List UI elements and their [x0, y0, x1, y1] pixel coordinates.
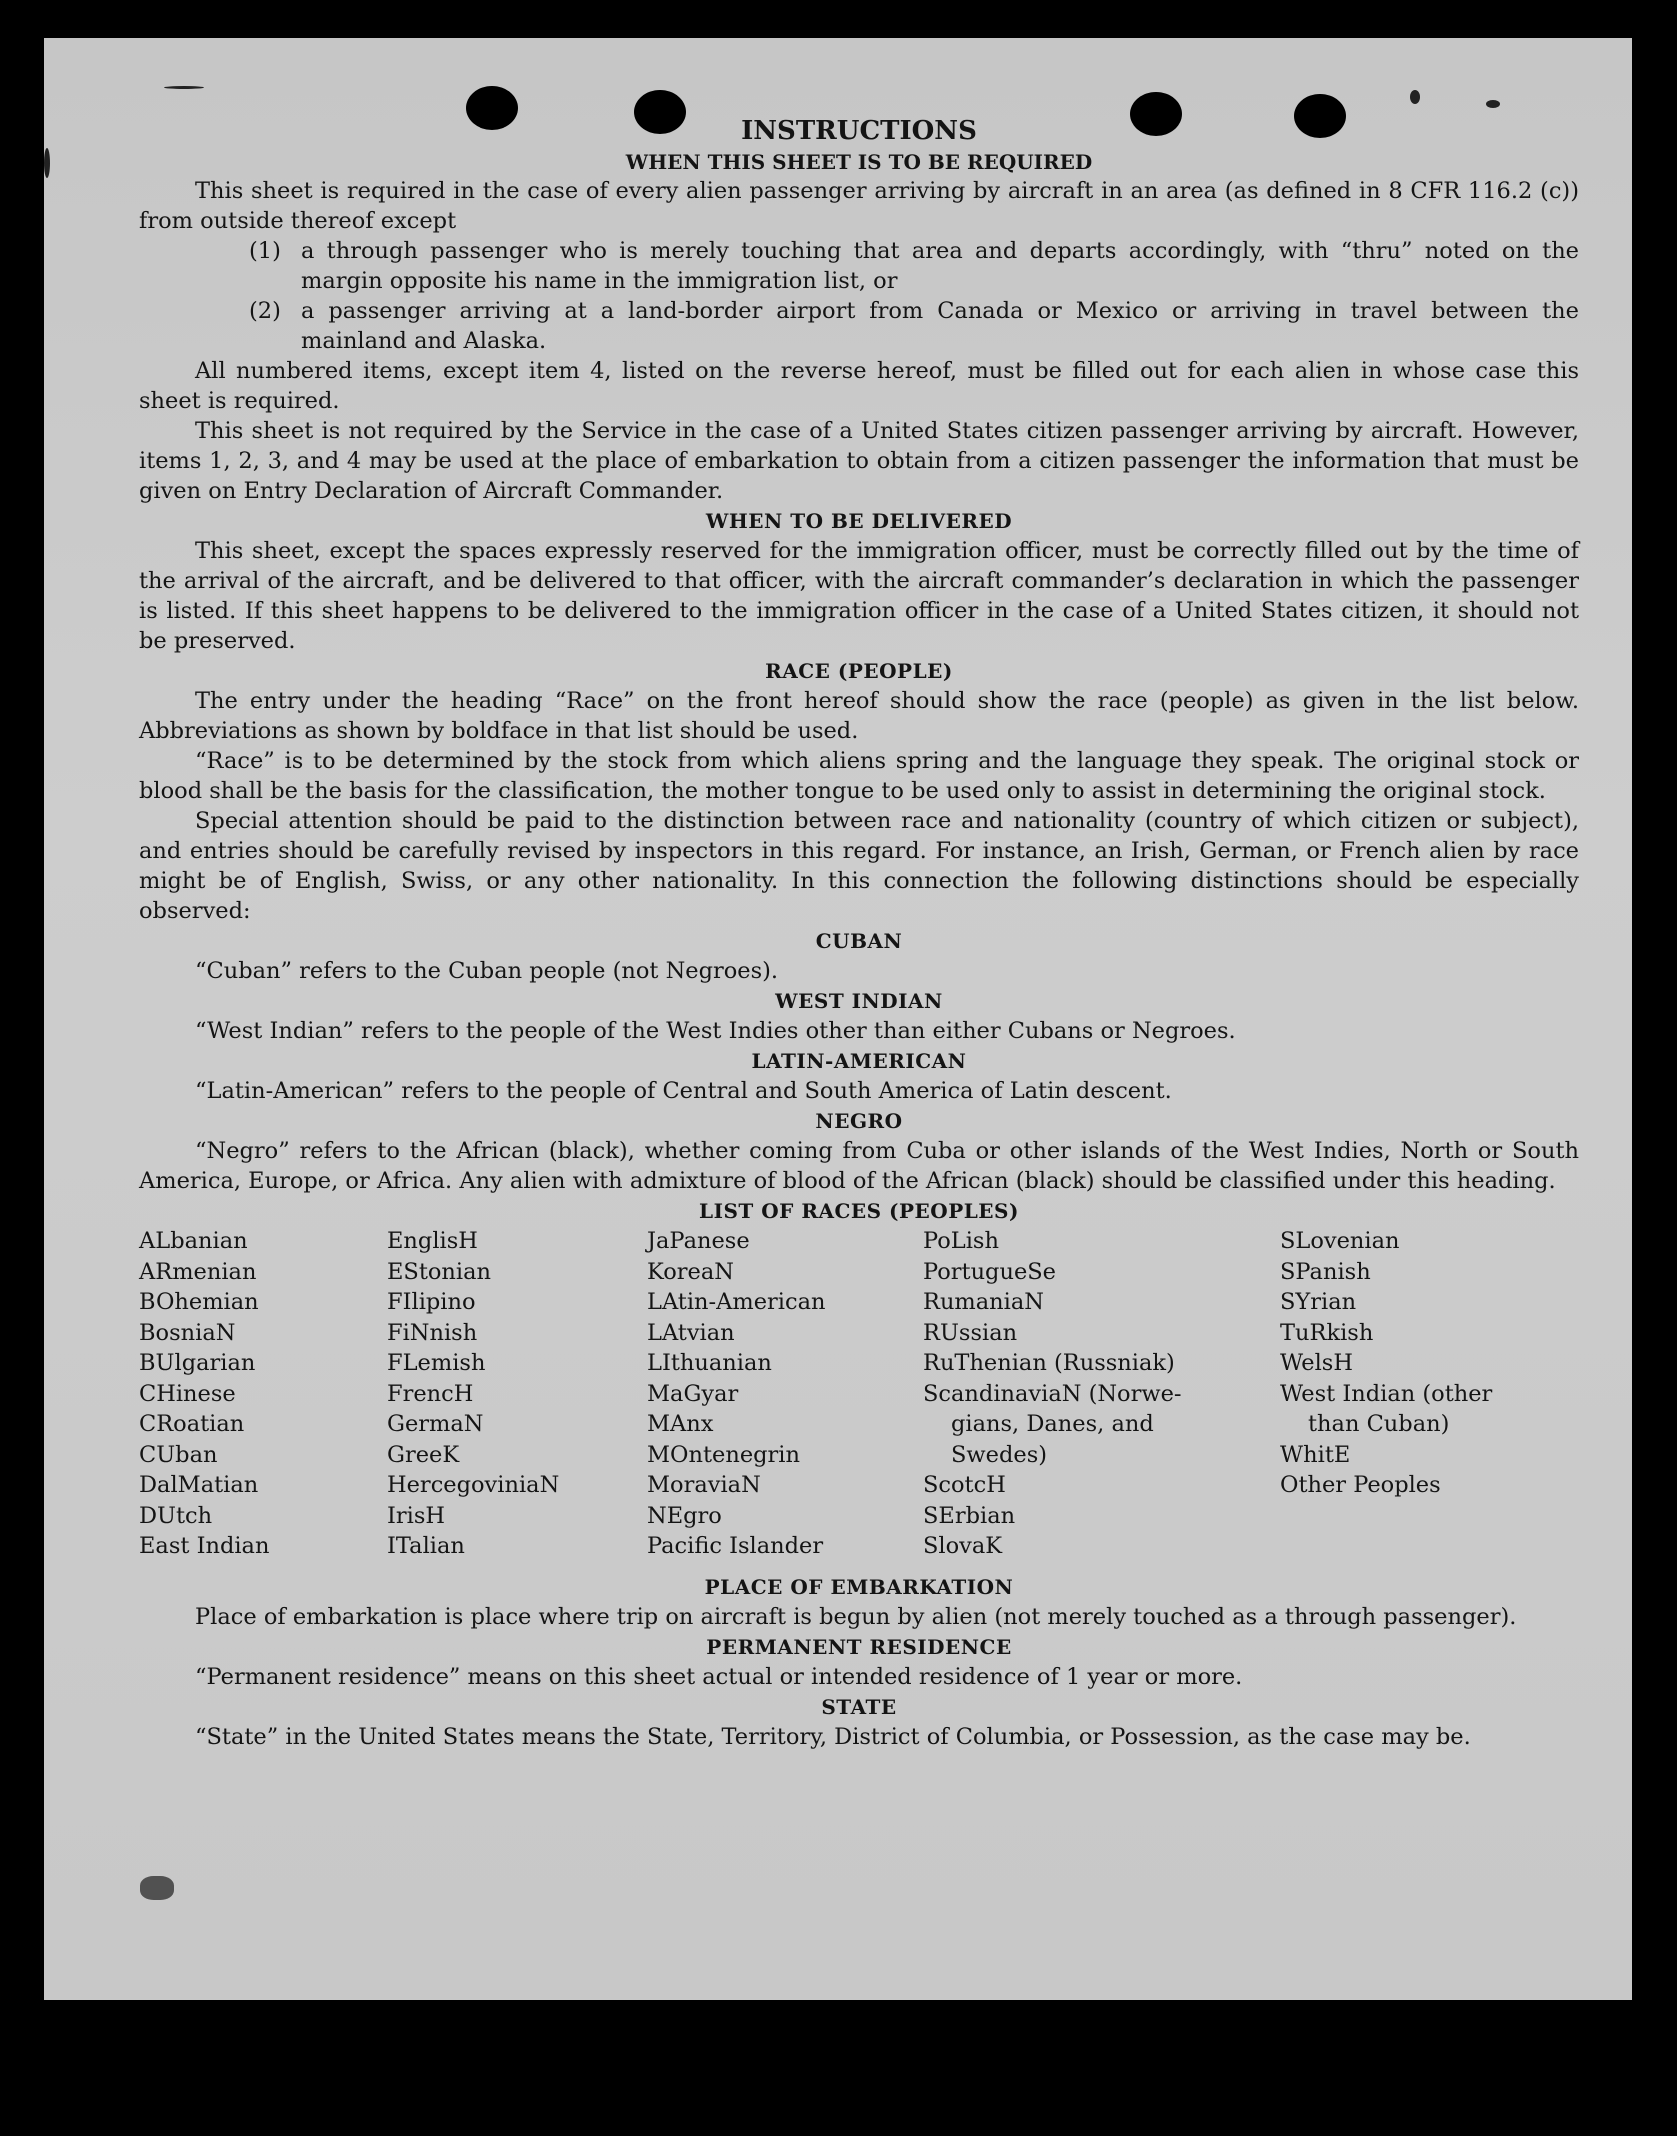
race-entry: NEgro: [647, 1502, 722, 1529]
race-entry: PoLish: [923, 1228, 999, 1254]
ink-speck: [164, 86, 204, 89]
paragraph: This sheet is not required by the Service in the case of a United States citizen passenger arriving by aircraft. However, items 1, 2, 3, and 4 may be used at the place of embarkation to obtain from a citizen passenger the information that must be given on Entry Declaration of Aircraft Commander.: [139, 418, 1579, 504]
race-entry: JaPanese: [647, 1228, 750, 1254]
race-entry: WhitE: [1280, 1441, 1351, 1468]
race-entry: SlovaK: [923, 1533, 1003, 1559]
races-column: [1280, 1226, 1552, 1501]
race-entry: DUtch: [139, 1502, 213, 1529]
ink-blot: [140, 1876, 174, 1900]
race-entry: CUban: [139, 1441, 218, 1468]
section-heading: CUBAN: [815, 929, 903, 953]
race-entry: RumaniaN: [923, 1289, 1044, 1315]
race-entry: LIthuanian: [647, 1350, 772, 1376]
race-entry: RuThenian (Russniak): [923, 1350, 1175, 1376]
race-entry: FIlipino: [387, 1289, 476, 1315]
race-entry: MaGyar: [647, 1380, 739, 1407]
section-heading: WHEN THIS SHEET IS TO BE REQUIRED: [625, 150, 1093, 174]
race-entry: ARmenian: [139, 1258, 257, 1285]
section-heading: LIST OF RACES (PEOPLES): [699, 1199, 1019, 1223]
race-entry: SErbian: [923, 1502, 1016, 1529]
race-entry: LAtin-American: [647, 1289, 826, 1315]
race-entry: DalMatian: [139, 1472, 259, 1498]
race-entry: EnglisH: [387, 1228, 478, 1254]
paragraph: “Latin-American” refers to the people of Central and South America of Latin descent.: [195, 1078, 1172, 1104]
race-entry: MOntenegrin: [647, 1441, 800, 1468]
race-entry: ITalian: [387, 1533, 465, 1559]
item-text: a through passenger who is merely touching that area and departs accordingly, with “thru” noted on the margin opposite his name in the immigration list, or: [301, 238, 1579, 294]
race-entry: TuRkish: [1280, 1319, 1374, 1346]
race-entry: WelsH: [1280, 1350, 1353, 1376]
paragraph: This sheet is required in the case of every alien passenger arriving by aircraft in an area (as defined in 8 CFR 116.2 (c)) from outside thereof except: [139, 178, 1579, 234]
section-heading: PERMANENT RESIDENCE: [706, 1635, 1012, 1659]
section-heading: WHEN TO BE DELIVERED: [705, 509, 1013, 533]
paragraph: The entry under the heading “Race” on the front hereof should show the race (people) as given in the list below. Abbreviations as shown by boldface in that list should be used.: [139, 688, 1579, 744]
race-entry: CHinese: [139, 1380, 236, 1407]
race-entry: MoraviaN: [647, 1472, 761, 1498]
section-heading: PLACE OF EMBARKATION: [704, 1575, 1014, 1599]
race-entry: LAtvian: [647, 1319, 735, 1346]
race-entry: BOhemian: [139, 1289, 259, 1315]
list-item: [249, 236, 1579, 296]
list-item: [249, 296, 1579, 356]
paragraph: “Race” is to be determined by the stock from which aliens spring and the language they speak. The original stock or blood shall be the basis for the classification, the mother tongue to be used only to assist in determining the original stock.: [139, 748, 1579, 804]
ink-speck: [1486, 100, 1500, 108]
races-column: [647, 1226, 825, 1562]
section-heading: RACE (PEOPLE): [765, 659, 953, 683]
race-entry: Swedes): [951, 1441, 1048, 1468]
form-sheet: [44, 38, 1632, 2000]
ink-speck: [1410, 90, 1420, 104]
paragraph: “West Indian” refers to the people of the West Indies other than either Cubans or Negroes.: [195, 1018, 1236, 1044]
race-entry: West Indian (other: [1280, 1380, 1493, 1407]
paragraph: “Permanent residence” means on this sheet actual or intended residence of 1 year or more.: [195, 1664, 1243, 1690]
races-column: [387, 1226, 559, 1562]
race-entry: ScotcH: [923, 1472, 1006, 1498]
race-entry: HercegoviniaN: [387, 1472, 560, 1498]
race-entry: PortugueSe: [923, 1258, 1057, 1285]
race-entry: than Cuban): [1308, 1411, 1450, 1437]
paragraph: “Cuban” refers to the Cuban people (not Negroes).: [195, 958, 779, 984]
race-entry: SPanish: [1280, 1258, 1371, 1285]
item-number: (2): [249, 298, 281, 324]
instructions-content: [139, 116, 1579, 1752]
race-entry: CRoatian: [139, 1411, 245, 1437]
race-entry: GreeK: [387, 1441, 460, 1468]
paragraph: All numbered items, except item 4, listed on the reverse hereof, must be filled out for each alien in whose case this sheet is required.: [139, 358, 1579, 414]
paragraph: This sheet, except the spaces expressly reserved for the immigration officer, must be correctly filled out by the time of the arrival of the aircraft, and be delivered to that officer, with the aircraft commander’s declaration in which the passenger is listed. If this sheet happens to be delivered to the immigration officer in the case of a United States citizen, it should not be preserved.: [139, 538, 1579, 654]
race-entry: FiNnish: [387, 1319, 478, 1346]
race-entry: SYrian: [1280, 1289, 1357, 1315]
item-text: a passenger arriving at a land-border airport from Canada or Mexico or arriving in travel between the mainland and Alaska.: [301, 298, 1579, 354]
race-entry: SLovenian: [1280, 1228, 1400, 1254]
race-entry: BosniaN: [139, 1319, 236, 1346]
paragraph: Place of embarkation is place where trip on aircraft is begun by alien (not merely touched as a through passenger).: [195, 1604, 1517, 1630]
race-entry: FLemish: [387, 1350, 486, 1376]
race-entry: Other Peoples: [1280, 1472, 1441, 1498]
race-entry: EStonian: [387, 1258, 492, 1285]
races-column: [923, 1226, 1203, 1562]
race-entry: East Indian: [139, 1533, 270, 1559]
item-number: (1): [249, 238, 281, 264]
races-column: [139, 1226, 269, 1562]
paragraph: Special attention should be paid to the distinction between race and nationality (country of which citizen or subject), and entries should be carefully revised by inspectors in this regard. For instance, an Irish, German, or French alien by race might be of English, Swiss, or any other nationality. In this connection the following distinctions should be especially observed:: [139, 808, 1579, 924]
races-table: [139, 1226, 1579, 1572]
race-entry: gians, Danes, and: [951, 1411, 1154, 1437]
race-entry: ALbanian: [139, 1228, 248, 1254]
race-entry: GermaN: [387, 1411, 484, 1437]
page-title: INSTRUCTIONS: [741, 116, 977, 146]
section-heading: NEGRO: [815, 1109, 903, 1133]
race-entry: FrencH: [387, 1380, 474, 1407]
race-entry: Pacific Islander: [647, 1533, 824, 1559]
section-heading: WEST INDIAN: [775, 989, 943, 1013]
ink-speck: [44, 148, 50, 178]
race-entry: BUlgarian: [139, 1350, 256, 1376]
paragraph: “Negro” refers to the African (black), whether coming from Cuba or other islands of the West Indies, North or South America, Europe, or Africa. Any alien with admixture of blood of the African (black) should be classified under this heading.: [139, 1138, 1579, 1194]
race-entry: IrisH: [387, 1502, 446, 1529]
race-entry: ScandinaviaN (Norwe-: [923, 1380, 1182, 1407]
paragraph: “State” in the United States means the State, Territory, District of Columbia, or Possession, as the case may be.: [195, 1724, 1471, 1750]
race-entry: MAnx: [647, 1411, 714, 1437]
race-entry: RUssian: [923, 1319, 1018, 1346]
race-entry: KoreaN: [647, 1258, 734, 1285]
section-heading: LATIN-AMERICAN: [751, 1049, 967, 1073]
section-heading: STATE: [821, 1695, 897, 1719]
